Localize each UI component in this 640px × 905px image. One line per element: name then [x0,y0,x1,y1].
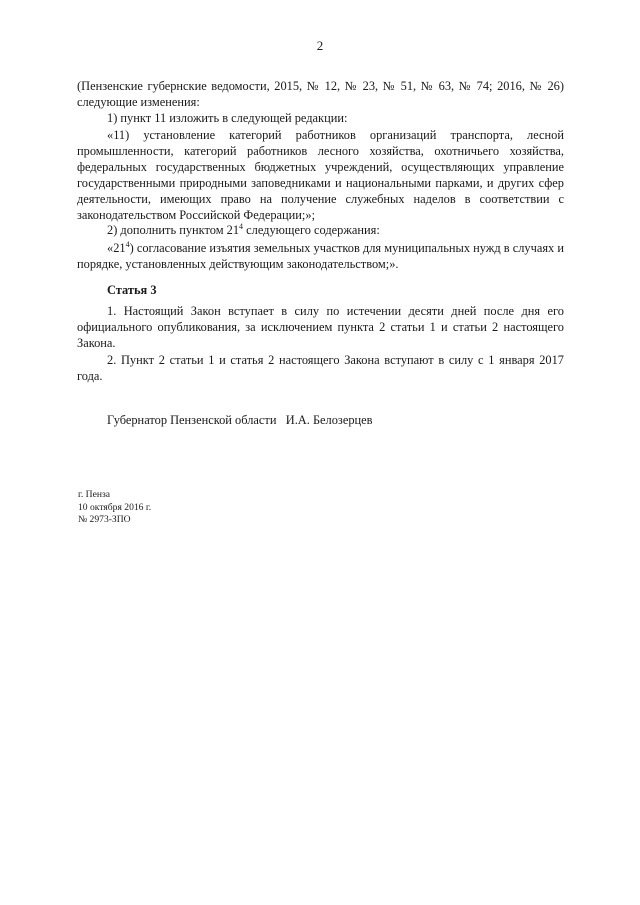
signature-block [77,412,564,428]
item2-before: 2) дополнить пунктом 21 [107,223,240,237]
footer-date: 10 октября 2016 г. [78,501,152,513]
signature-position: Губернатор Пензенской области [107,413,277,427]
article-paragraph-1 [77,303,564,351]
quoted-point-21-4 [77,240,564,272]
document-footer [78,489,151,527]
quote1-text: «11) установление категорий работников организаций транспорта, лесной промышленности, категорий работников лесного хозяйства, охотничьего хозяйства, федеральных государственных бюджетных учреждений, осуществляющих управление государственными природными заповедниками и национальными парками, и других сфер деятельности, имеющих право на получение служебных наделов в соответствии с законодательством Российской Федерации;»; [77,128,564,222]
quote2-after: ) согласование изъятия земельных участков для муниципальных нужд в случаях и порядке, установленных действующим законодательством;». [77,241,564,271]
item2-after: следующего содержания: [243,223,380,237]
signature-line [77,412,564,428]
quote2-before: «21 [107,241,126,255]
amendment-item-1 [77,110,564,126]
article-p2-text: 2. Пункт 2 статьи 1 и статья 2 настоящего Закона вступают в силу с 1 января 2017 года. [77,353,564,383]
article-heading [77,282,564,298]
quoted-point-11 [77,127,564,223]
intro-paragraph [77,78,564,110]
footer-city: г. Пенза [78,489,111,500]
item2-superscript: 4 [239,221,244,231]
signature-name: И.А. Белозерцев [285,413,373,427]
amendment-item-2 [77,222,564,238]
article-paragraph-2 [77,352,564,384]
footer-number: № 2973-ЗПО [78,514,131,525]
quote2-text [77,240,564,272]
item1-text: 1) пункт 11 изложить в следующей редакции: [107,111,348,125]
item2-text [77,222,564,238]
quote2-superscript: 4 [125,239,130,249]
article-p1-text: 1. Настоящий Закон вступает в силу по истечении десяти дней после дня его официального опубликования, за исключением пункта 2 статьи 1 и статьи 2 настоящего Закона. [77,304,564,350]
article-heading-text: Статья 3 [107,283,157,297]
intro-text: (Пензенские губернские ведомости, 2015, № 12, № 23, № 51, № 63, № 74; 2016, № 26) следующие изменения: [77,79,564,109]
page-number: 2 [316,38,324,53]
